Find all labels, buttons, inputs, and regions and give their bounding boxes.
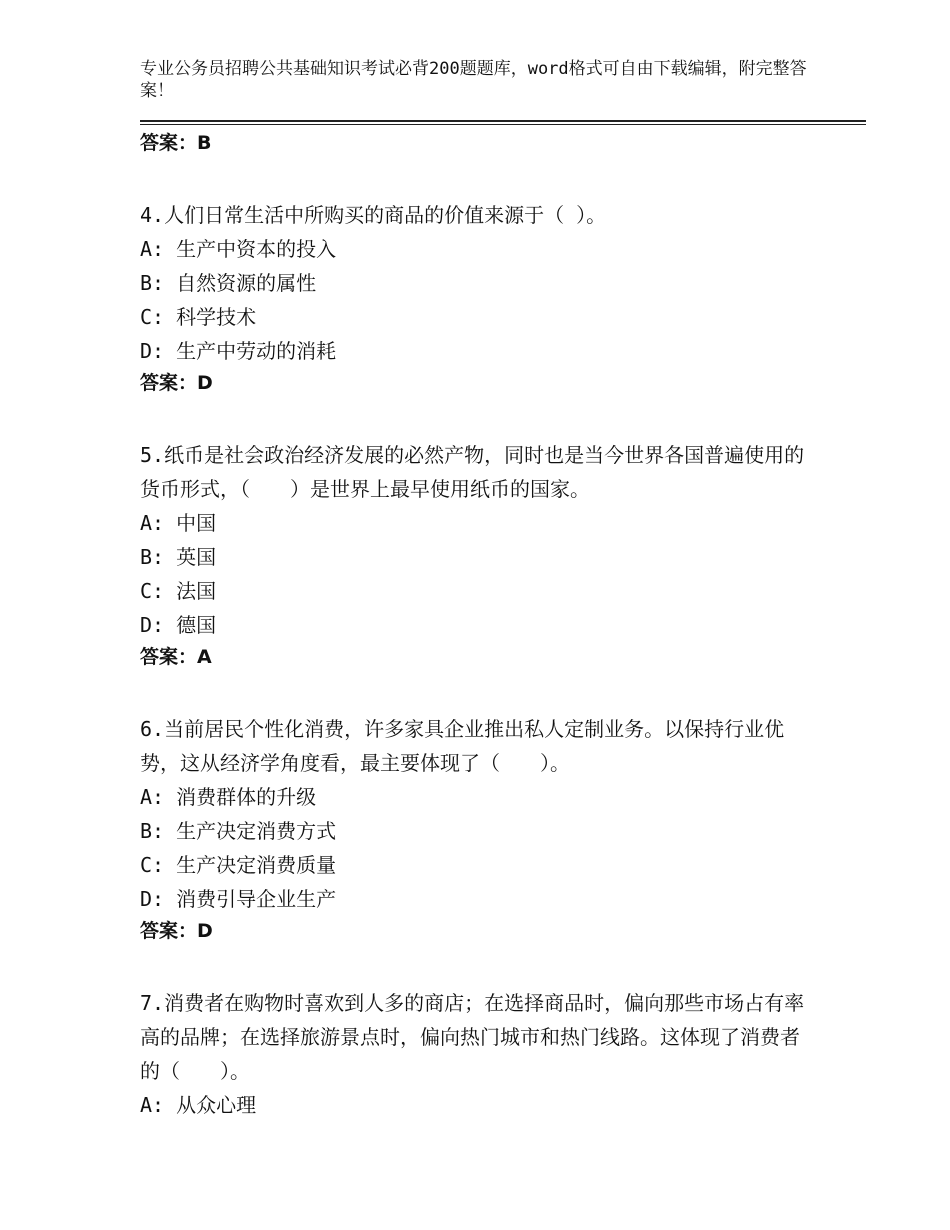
question-stem: 5.纸币是社会政治经济发展的必然产物，同时也是当今世界各国普遍使用的货币形式，（ ）是世界上最早使用纸币的国家。 [140,443,805,501]
option-c: C: 法国 [140,579,217,603]
question-item [140,198,810,398]
answer-label: 答案：B [140,132,212,154]
option-d: D: 生产中劳动的消耗 [140,339,337,363]
option-c: C: 生产决定消费质量 [140,853,337,877]
option-a: A: 消费群体的升级 [140,785,317,809]
question-stem: 4.人们日常生活中所购买的商品的价值来源于（ ）。 [140,203,607,227]
document-header: 专业公务员招聘公共基础知识考试必背200题题库，word格式可自由下载编辑，附完整答案！ [140,59,807,101]
question-item [140,712,810,946]
question-item [140,986,810,1122]
answer-label: 答案：A [140,646,212,668]
option-b: B: 英国 [140,545,217,569]
option-a: A: 从众心理 [140,1093,257,1117]
answer-label: 答案：D [140,372,213,394]
question-list [140,128,810,1122]
option-a: A: 中国 [140,511,217,535]
question-stem: 6.当前居民个性化消费，许多家具企业推出私人定制业务。以保持行业优势，这从经济学角度看，最主要体现了（ ）。 [140,717,785,775]
option-c: C: 科学技术 [140,305,257,329]
option-d: D: 消费引导企业生产 [140,887,337,911]
option-b: B: 生产决定消费方式 [140,819,337,843]
header-divider-thin [140,124,866,125]
header-divider-thick [140,120,866,122]
question-stem: 7.消费者在购物时喜欢到人多的商店；在选择商品时，偏向那些市场占有率高的品牌；在选择旅游景点时，偏向热门城市和热门线路。这体现了消费者的（ ）。 [140,991,805,1083]
answer-label: 答案：D [140,920,213,942]
option-b: B: 自然资源的属性 [140,271,317,295]
question-item [140,438,810,672]
option-a: A: 生产中资本的投入 [140,237,337,261]
option-d: D: 德国 [140,613,217,637]
